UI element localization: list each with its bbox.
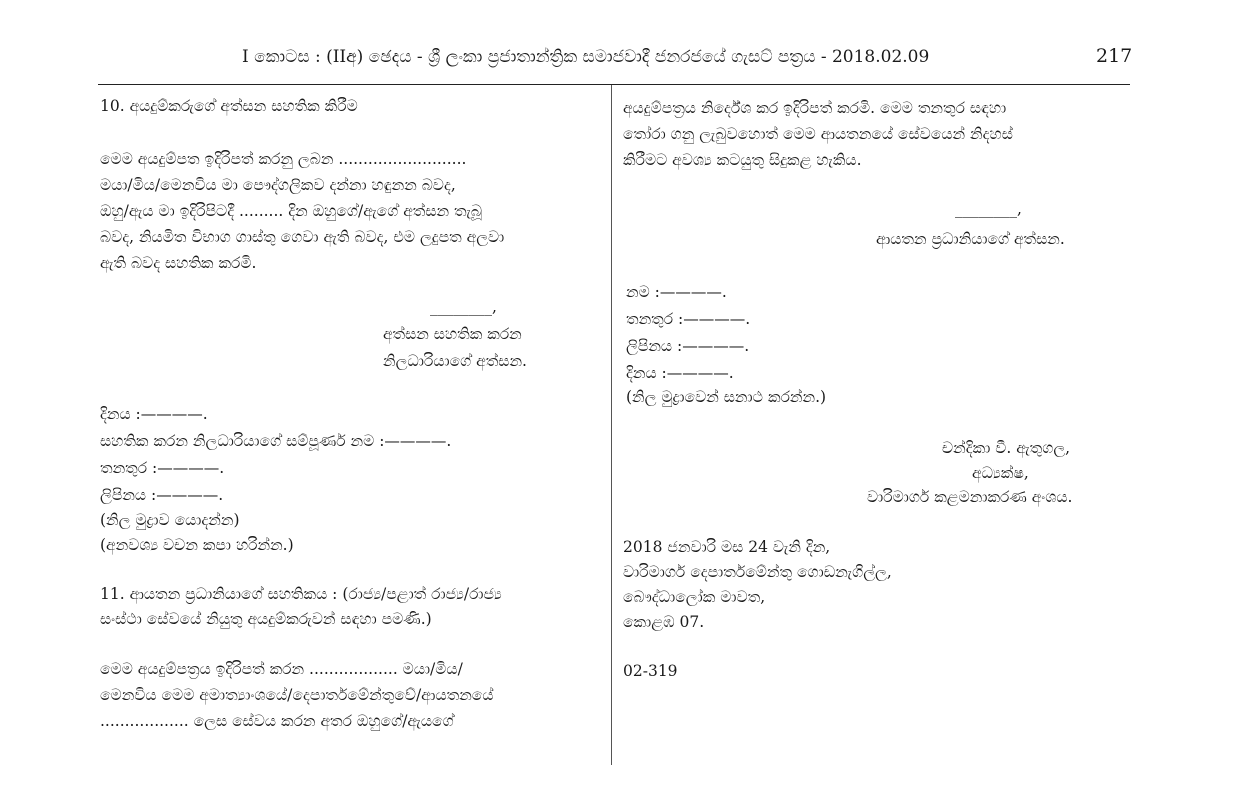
certification-para-line1: මෙම අයදුම්පත ඉදිරිපත් කරනු ලබන .......................... <box>100 150 467 168</box>
section-10-heading: 10. අයදුම්කරුගේ අත්සන සහතික කිරීම <box>100 97 358 115</box>
delete-unnecessary-note: (අනවශ්‍ය වචන කපා හරින්න.) <box>100 536 294 554</box>
certification-para-line5: ඇති බවද සහතික කරමි. <box>100 254 257 272</box>
section-11-heading-line1: 11. ආයතන ප්‍රධානියාගේ සහතිකය : (රාජ්‍ය/පළාත් රාජ්‍ය/රාජ්‍ය <box>100 585 502 603</box>
head-signature-line: ________, <box>955 200 1022 218</box>
head-address-field: ලිපිනය :————. <box>626 337 750 355</box>
recommendation-para-line2: තෝරා ගනු ලැබුවහොත් මෙම ආයතනයේ සේවයෙන් නිදහස් <box>623 125 1013 143</box>
head-signature-label: ආයතන ප්‍රධානියාගේ අත්සන. <box>876 230 1065 248</box>
official-name: චන්දිකා වී. ඇතුගල, <box>942 439 1071 457</box>
head-cert-para-line1: මෙම අයදුම්පත්‍රය ඉදිරිපත් කරන .................. මයා/මිය/ <box>100 660 463 678</box>
office-address-line1: වාරිමාර්ග දෙපාර්තමේන්තු ගොඩනැගිල්ල, <box>623 563 892 581</box>
certifier-date-field: දිනය :————. <box>100 405 208 423</box>
certification-para-line4: බවද, නියමිත විභාග ගාස්තු ගෙවා ඇති බවද, එම ලදුපත අලවා <box>100 228 505 246</box>
head-designation-field: තනතුර :————. <box>626 310 751 328</box>
column-divider <box>611 85 612 765</box>
head-name-field: නම :————. <box>626 283 727 301</box>
certifier-designation-field: තනතුර :————. <box>100 459 225 477</box>
stamp-note: (නිල මුද්‍රාව යොදන්න) <box>100 511 240 529</box>
office-address-line3: කොළඹ 07. <box>623 613 705 631</box>
certifier-signature-line: ________, <box>430 298 497 316</box>
certification-para-line3: ඔහු/ඇය මා ඉදිරිපිටදී ......... දින ඔහුගේ/ඇගේ අත්සන තැබූ <box>100 202 483 220</box>
official-division: වාරිමාර්ග කළමනාකරණ අංශය. <box>867 488 1073 506</box>
gazette-header-title: I කොටස : (IIඅ) ඡෙදය - ශ්‍රී ලංකා ප්‍රජාතාන්ත්‍රික සමාජවාදී ජනරජයේ ගැසට් පත්‍රය - 2018.02.09 <box>242 47 930 67</box>
certifier-signature-label-1: අත්සන සහතික කරන <box>383 325 522 343</box>
issue-date-line: 2018 ජනවාරි මස 24 වැනි දින, <box>623 538 831 556</box>
official-title: අධ්‍යක්ෂ, <box>972 464 1029 482</box>
certifier-address-field: ලිපිනය :————. <box>100 486 224 504</box>
page-number: 217 <box>1096 45 1133 67</box>
reference-number: 02-319 <box>623 662 678 680</box>
stamp-confirm-note: (නිල මුද්‍රාවෙන් සනාථ කරන්න.) <box>626 388 827 406</box>
section-11-heading-line2: සංස්ථා සේවයේ නියුතු අයදුම්කරුවන් සඳහා පමණි.) <box>100 610 432 628</box>
office-address-line2: බෞද්ධාලෝක මාවත, <box>623 588 766 606</box>
head-cert-para-line3: .................. ලෙස සේවය කරන අතර ඔහුගේ/ඇයගේ <box>100 712 454 730</box>
head-cert-para-line2: මෙනවිය මෙම අමාත්‍යාංශයේ/දෙපාර්තමේන්තුවේ/ආයතනයේ <box>100 686 494 704</box>
recommendation-para-line1: අයදුම්පත්‍රය නිර්දේශ කර ඉදිරිපත් කරමි. මෙම තනතුර සඳහා <box>623 99 1007 117</box>
certification-para-line2: මයා/මිය/මෙනවිය මා පෞද්ගලිකව දන්නා හඳුනන බවද, <box>100 176 456 194</box>
head-date-field: දිනය :————. <box>626 364 734 382</box>
header-rule <box>98 84 1130 85</box>
recommendation-para-line3: කිරීමට අවශ්‍ය කටයුතු සිදුකළ හැකිය. <box>623 151 862 169</box>
certifier-full-name-field: සහතික කරන නිලධාරියාගේ සම්පූර්ණ නම :————. <box>100 432 452 450</box>
certifier-signature-label-2: නිලධාරියාගේ අත්සන. <box>383 352 527 370</box>
